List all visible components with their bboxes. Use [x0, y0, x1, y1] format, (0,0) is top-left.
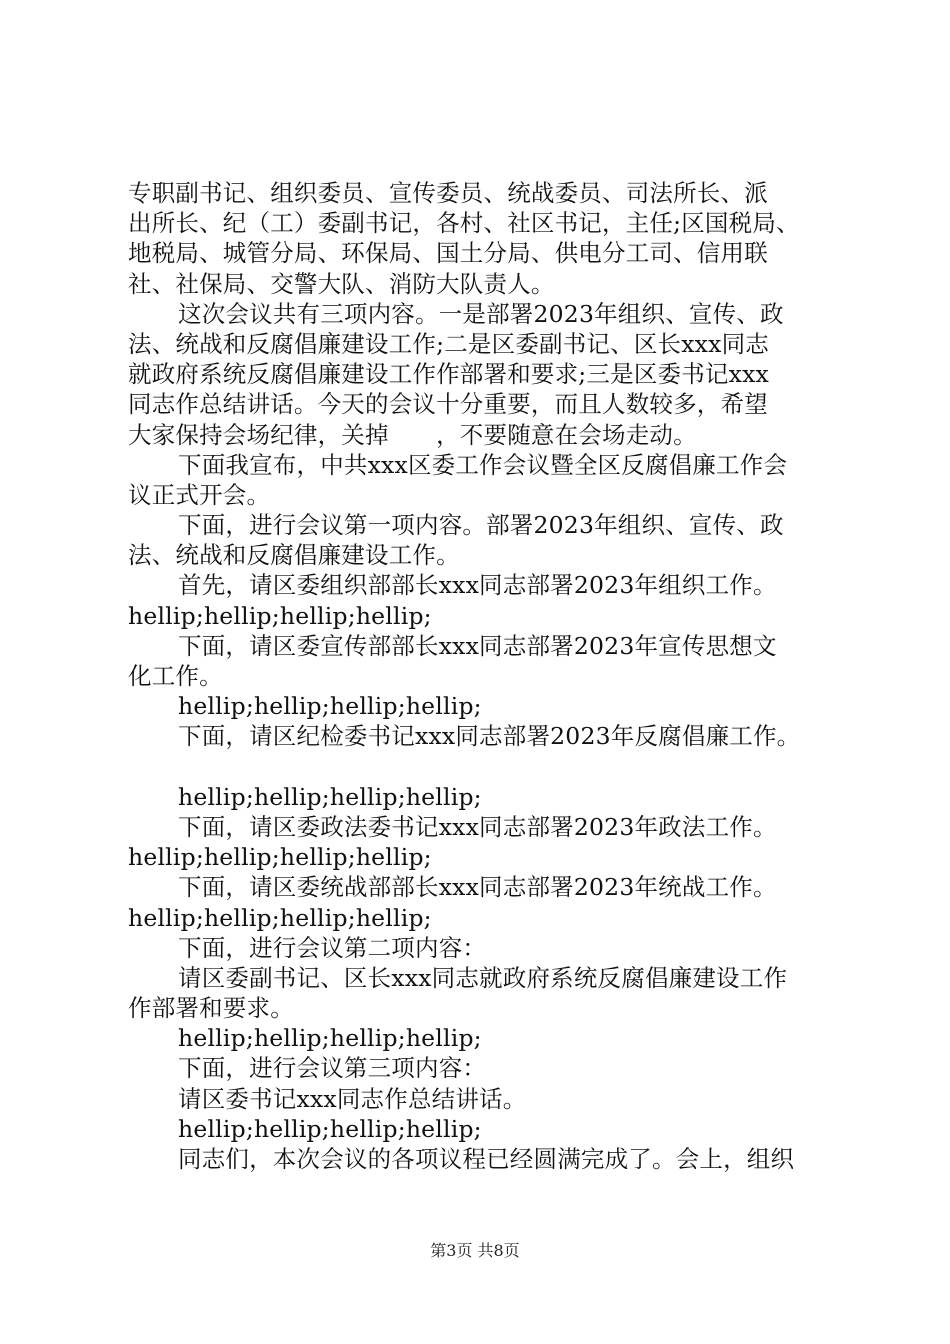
- text-line: 请区委书记xxx同志作总结讲话。: [178, 1084, 527, 1113]
- text-line: 下面，进行会议第二项内容：: [178, 933, 487, 962]
- text-line: 就政府系统反腐倡廉建设工作作部署和要求;三是区委书记xxx: [128, 360, 769, 389]
- text-line: hellip;hellip;hellip;hellip;: [178, 692, 482, 721]
- page-footer: 第3页 共8页: [430, 1241, 520, 1260]
- text-line: 下面，请区委宣传部部长xxx同志部署2023年宣传思想文: [178, 631, 777, 660]
- text-line: 同志们，本次会议的各项议程已经圆满完成了。会上，组织: [178, 1145, 795, 1173]
- text-line: hellip;hellip;hellip;hellip;: [128, 843, 432, 872]
- text-line: 下面，进行会议第一项内容。部署2023年组织、宣传、政: [178, 511, 784, 540]
- text-line: 同志作总结讲话。今天的会议十分重要，而且人数较多，希望: [128, 390, 768, 419]
- text-line: 作部署和要求。: [128, 994, 294, 1023]
- text-line: 下面，请区委政法委书记xxx同志部署2023年政法工作。: [178, 812, 777, 841]
- text-line: 法、统战和反腐倡廉建设工作;二是区委副书记、区长xxx同志: [128, 329, 769, 358]
- text-line: 化工作。: [128, 662, 223, 690]
- text-line: 社、社保局、交警大队、消防大队责人。: [128, 269, 555, 298]
- text-line: 地税局、城管分局、环保局、国土分局、供电分工司、信用联: [128, 239, 768, 268]
- text-line: 议正式开会。: [128, 480, 271, 509]
- text-line: hellip;hellip;hellip;hellip;: [128, 903, 432, 932]
- text-line: 下面，请区纪检委书记xxx同志部署2023年反腐倡廉工作。: [178, 722, 801, 751]
- text-line: hellip;hellip;hellip;hellip;: [128, 601, 432, 630]
- text-line: 下面，进行会议第三项内容：: [178, 1054, 487, 1083]
- text-line: 这次会议共有三项内容。一是部署2023年组织、宣传、政: [178, 299, 784, 328]
- text-line: 请区委副书记、区长xxx同志就政府系统反腐倡廉建设工作: [178, 963, 788, 992]
- text-line: 法、统战和反腐倡廉建设工作。: [128, 541, 460, 570]
- text-line: 大家保持会场纪律，关掉 ，不要随意在会场走动。: [128, 420, 697, 449]
- text-line: hellip;hellip;hellip;hellip;: [178, 782, 482, 811]
- text-line: 出所长、纪（工）委副书记，各村、社区书记，主任;区国税局、: [128, 209, 800, 238]
- text-line: 下面，请区委统战部部长xxx同志部署2023年统战工作。: [178, 873, 777, 902]
- document-body: [128, 178, 848, 1174]
- text-line: 专职副书记、组织委员、宣传委员、统战委员、司法所长、派: [128, 179, 768, 207]
- text-line: hellip;hellip;hellip;hellip;: [178, 1024, 482, 1053]
- text-line: hellip;hellip;hellip;hellip;: [178, 1114, 482, 1143]
- text-line: 首先，请区委组织部部长xxx同志部署2023年组织工作。: [178, 571, 777, 600]
- blank-line: [128, 752, 848, 782]
- text-line: 下面我宣布，中共xxx区委工作会议暨全区反腐倡廉工作会: [178, 450, 788, 479]
